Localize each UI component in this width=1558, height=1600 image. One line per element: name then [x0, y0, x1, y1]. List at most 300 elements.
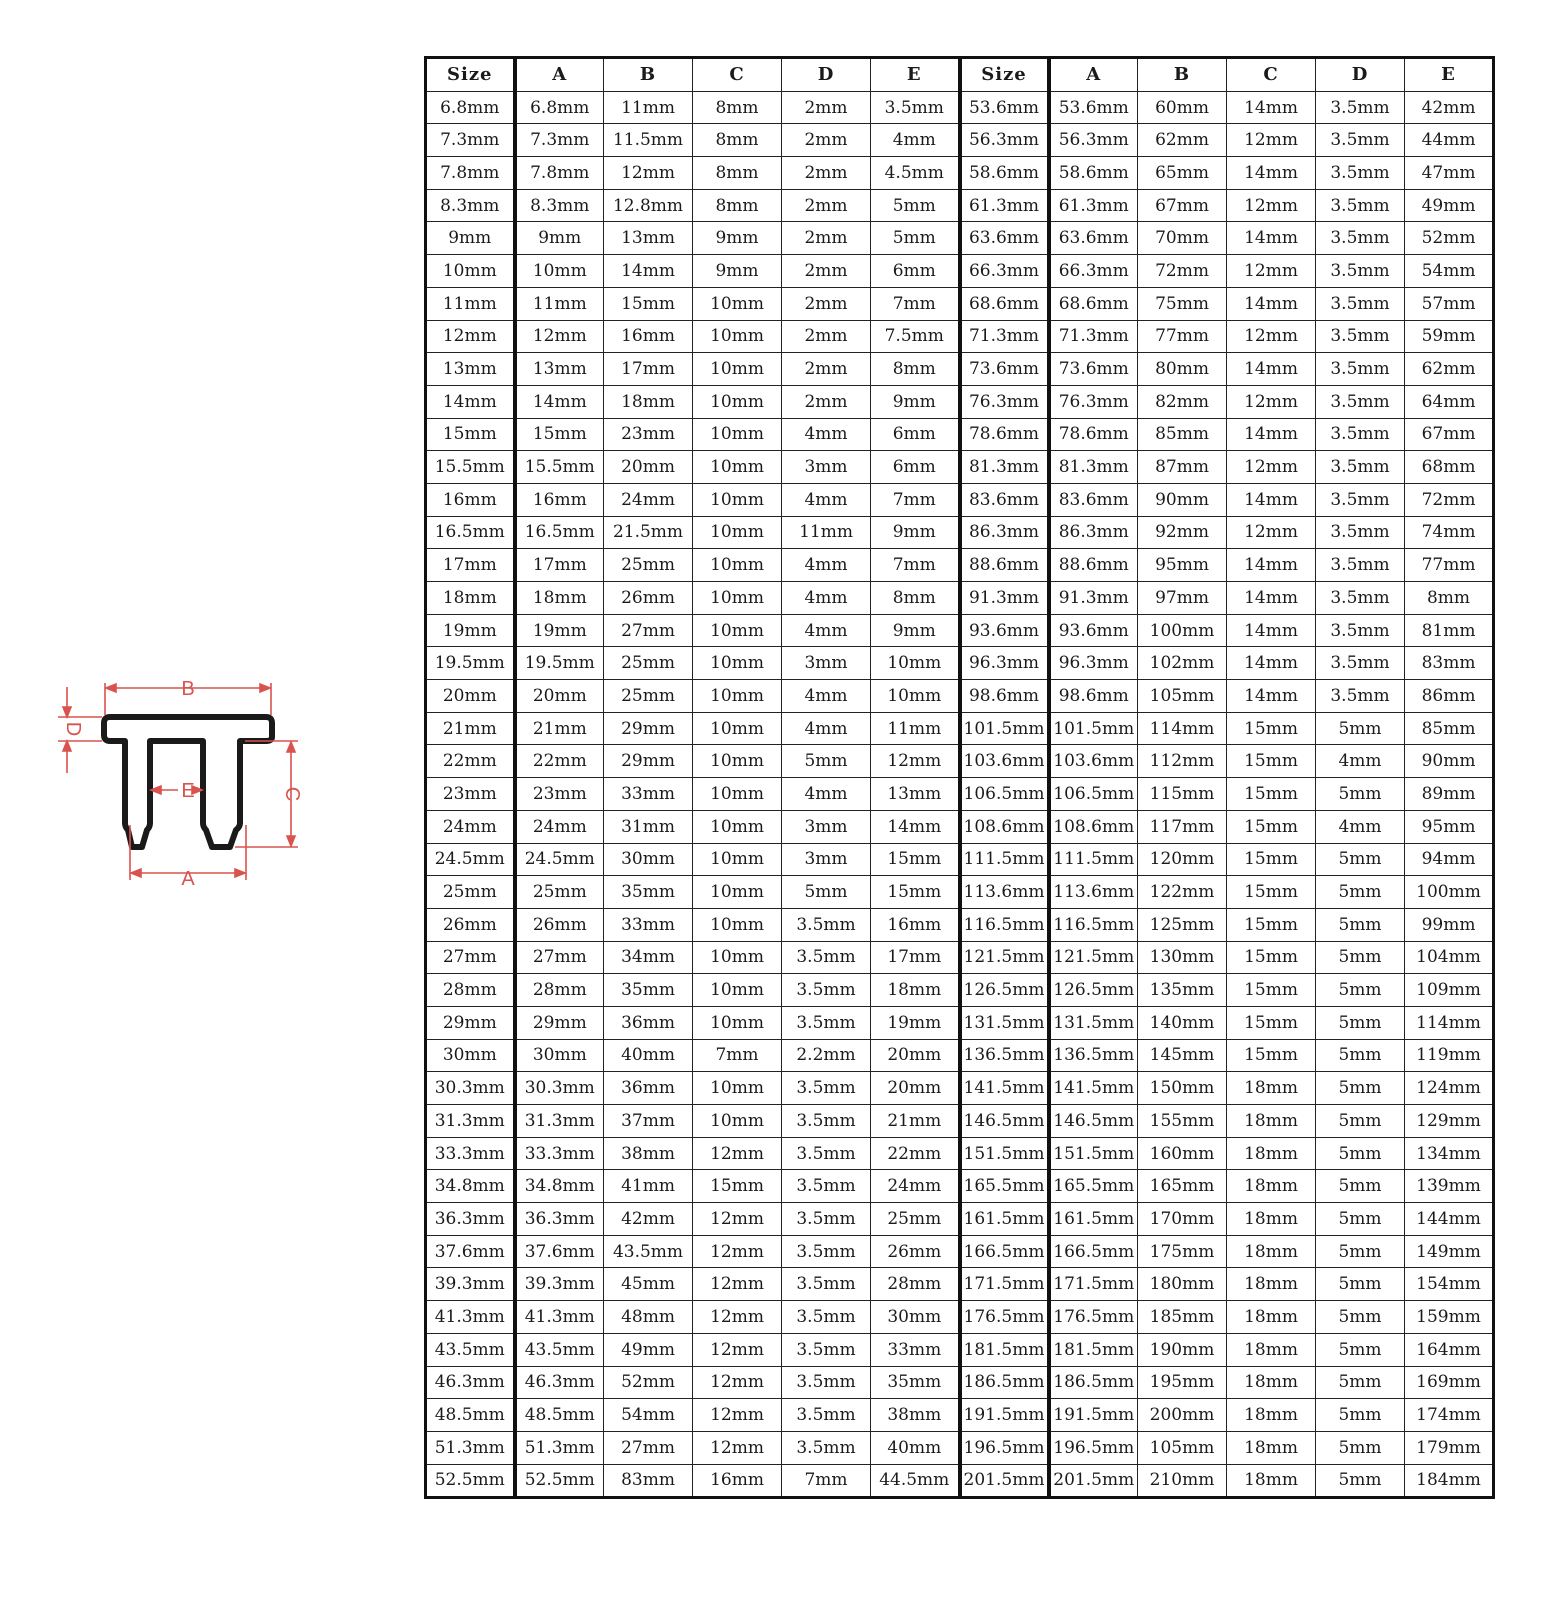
cell-a-left: 21mm: [515, 712, 604, 745]
table-row: [426, 418, 1494, 451]
cell-size-left: 16mm: [426, 483, 515, 516]
cell-d-right: 5mm: [1316, 1039, 1405, 1072]
cell-b-right: 97mm: [1138, 582, 1227, 615]
cell-d-right: 5mm: [1316, 1431, 1405, 1464]
cell-c-right: 12mm: [1227, 124, 1316, 157]
cell-c-right: 15mm: [1227, 941, 1316, 974]
cell-e-left: 13mm: [871, 778, 960, 811]
cell-a-right: 58.6mm: [1049, 157, 1138, 190]
cell-a-left: 26mm: [515, 908, 604, 941]
cell-size-right: 93.6mm: [960, 614, 1049, 647]
cell-e-right: 90mm: [1405, 745, 1494, 778]
cell-a-left: 43.5mm: [515, 1333, 604, 1366]
cell-size-right: 176.5mm: [960, 1301, 1049, 1334]
cell-b-left: 35mm: [604, 974, 693, 1007]
cell-b-left: 11mm: [604, 91, 693, 124]
cell-c-left: 12mm: [693, 1431, 782, 1464]
cell-size-right: 81.3mm: [960, 451, 1049, 484]
cell-b-right: 190mm: [1138, 1333, 1227, 1366]
cell-d-left: 3mm: [782, 843, 871, 876]
cell-c-left: 10mm: [693, 483, 782, 516]
cell-e-left: 7mm: [871, 549, 960, 582]
table-row: [426, 1170, 1494, 1203]
cell-e-right: 139mm: [1405, 1170, 1494, 1203]
cell-size-right: 76.3mm: [960, 385, 1049, 418]
table-row: [426, 353, 1494, 386]
cell-b-right: 200mm: [1138, 1399, 1227, 1432]
cell-a-left: 37.6mm: [515, 1235, 604, 1268]
cell-b-left: 25mm: [604, 680, 693, 713]
cell-size-right: 111.5mm: [960, 843, 1049, 876]
cell-e-left: 14mm: [871, 810, 960, 843]
cell-c-left: 12mm: [693, 1203, 782, 1236]
header-d-left: D: [782, 58, 871, 92]
cell-a-left: 12mm: [515, 320, 604, 353]
cell-size-left: 46.3mm: [426, 1366, 515, 1399]
cell-d-right: 4mm: [1316, 745, 1405, 778]
table-row: [426, 320, 1494, 353]
cell-b-right: 195mm: [1138, 1366, 1227, 1399]
cell-b-right: 145mm: [1138, 1039, 1227, 1072]
cell-c-left: 10mm: [693, 353, 782, 386]
table-row: [426, 712, 1494, 745]
table-row: [426, 287, 1494, 320]
cell-b-right: 82mm: [1138, 385, 1227, 418]
cell-a-left: 11mm: [515, 287, 604, 320]
cell-b-right: 114mm: [1138, 712, 1227, 745]
cell-b-right: 175mm: [1138, 1235, 1227, 1268]
cell-b-right: 102mm: [1138, 647, 1227, 680]
cell-b-left: 27mm: [604, 614, 693, 647]
cell-c-left: 10mm: [693, 647, 782, 680]
cell-b-right: 65mm: [1138, 157, 1227, 190]
cell-e-right: 59mm: [1405, 320, 1494, 353]
cell-a-left: 6.8mm: [515, 91, 604, 124]
cell-a-right: 98.6mm: [1049, 680, 1138, 713]
cell-a-right: 186.5mm: [1049, 1366, 1138, 1399]
cell-c-right: 18mm: [1227, 1203, 1316, 1236]
cell-c-left: 10mm: [693, 876, 782, 909]
cell-b-left: 43.5mm: [604, 1235, 693, 1268]
cell-c-right: 18mm: [1227, 1235, 1316, 1268]
cell-a-right: 53.6mm: [1049, 91, 1138, 124]
cell-d-right: 3.5mm: [1316, 451, 1405, 484]
cell-a-left: 34.8mm: [515, 1170, 604, 1203]
cell-b-right: 135mm: [1138, 974, 1227, 1007]
cell-a-left: 39.3mm: [515, 1268, 604, 1301]
cell-d-right: 5mm: [1316, 1268, 1405, 1301]
cell-d-right: 5mm: [1316, 1399, 1405, 1432]
cell-a-left: 28mm: [515, 974, 604, 1007]
cell-e-right: 83mm: [1405, 647, 1494, 680]
cell-e-right: 64mm: [1405, 385, 1494, 418]
cell-c-right: 14mm: [1227, 483, 1316, 516]
cell-c-right: 18mm: [1227, 1366, 1316, 1399]
cell-c-right: 12mm: [1227, 451, 1316, 484]
cell-size-left: 25mm: [426, 876, 515, 909]
cell-c-left: 10mm: [693, 680, 782, 713]
cell-b-right: 77mm: [1138, 320, 1227, 353]
cell-size-left: 8.3mm: [426, 189, 515, 222]
cell-e-left: 10mm: [871, 647, 960, 680]
cell-c-left: 10mm: [693, 1072, 782, 1105]
cell-e-right: 154mm: [1405, 1268, 1494, 1301]
cell-a-left: 22mm: [515, 745, 604, 778]
table-row: [426, 451, 1494, 484]
cell-d-left: 4mm: [782, 680, 871, 713]
cell-size-right: 161.5mm: [960, 1203, 1049, 1236]
t-plug-dimension-diagram: [50, 675, 310, 915]
cell-e-left: 7mm: [871, 287, 960, 320]
cell-a-left: 24.5mm: [515, 843, 604, 876]
cell-e-right: 52mm: [1405, 222, 1494, 255]
header-e-left: E: [871, 58, 960, 92]
cell-a-right: 116.5mm: [1049, 908, 1138, 941]
cell-e-right: 100mm: [1405, 876, 1494, 909]
cell-b-left: 14mm: [604, 255, 693, 288]
cell-size-left: 43.5mm: [426, 1333, 515, 1366]
cell-b-right: 87mm: [1138, 451, 1227, 484]
cell-a-left: 25mm: [515, 876, 604, 909]
cell-size-left: 21mm: [426, 712, 515, 745]
cell-a-right: 201.5mm: [1049, 1464, 1138, 1498]
cell-b-right: 150mm: [1138, 1072, 1227, 1105]
cell-e-right: 72mm: [1405, 483, 1494, 516]
cell-c-left: 10mm: [693, 974, 782, 1007]
cell-b-right: 155mm: [1138, 1105, 1227, 1138]
cell-b-left: 18mm: [604, 385, 693, 418]
cell-d-left: 2mm: [782, 353, 871, 386]
cell-c-left: 10mm: [693, 582, 782, 615]
cell-c-left: 9mm: [693, 255, 782, 288]
cell-b-left: 41mm: [604, 1170, 693, 1203]
cell-e-left: 16mm: [871, 908, 960, 941]
cell-b-right: 95mm: [1138, 549, 1227, 582]
cell-size-right: 121.5mm: [960, 941, 1049, 974]
cell-e-left: 22mm: [871, 1137, 960, 1170]
table-row: [426, 255, 1494, 288]
cell-a-left: 36.3mm: [515, 1203, 604, 1236]
table-row: [426, 222, 1494, 255]
cell-e-left: 17mm: [871, 941, 960, 974]
cell-b-left: 21.5mm: [604, 516, 693, 549]
cell-a-left: 19mm: [515, 614, 604, 647]
cell-size-right: 201.5mm: [960, 1464, 1049, 1498]
cell-size-left: 11mm: [426, 287, 515, 320]
cell-c-left: 10mm: [693, 843, 782, 876]
cell-size-right: 68.6mm: [960, 287, 1049, 320]
cell-b-right: 165mm: [1138, 1170, 1227, 1203]
cell-d-left: 3.5mm: [782, 1301, 871, 1334]
cell-b-right: 210mm: [1138, 1464, 1227, 1498]
cell-b-left: 26mm: [604, 582, 693, 615]
cell-size-left: 27mm: [426, 941, 515, 974]
cell-d-right: 5mm: [1316, 1366, 1405, 1399]
cell-e-left: 5mm: [871, 222, 960, 255]
cell-c-left: 10mm: [693, 614, 782, 647]
cell-d-left: 5mm: [782, 876, 871, 909]
cell-d-right: 3.5mm: [1316, 614, 1405, 647]
cell-a-right: 91.3mm: [1049, 582, 1138, 615]
cell-b-left: 29mm: [604, 712, 693, 745]
header-size-right: Size: [960, 58, 1049, 92]
cell-d-right: 3.5mm: [1316, 157, 1405, 190]
cell-c-right: 12mm: [1227, 320, 1316, 353]
cell-b-right: 70mm: [1138, 222, 1227, 255]
cell-a-left: 29mm: [515, 1006, 604, 1039]
cell-size-right: 151.5mm: [960, 1137, 1049, 1170]
cell-e-left: 20mm: [871, 1072, 960, 1105]
cell-b-left: 20mm: [604, 451, 693, 484]
cell-e-left: 6mm: [871, 255, 960, 288]
cell-a-right: 121.5mm: [1049, 941, 1138, 974]
cell-c-left: 10mm: [693, 418, 782, 451]
cell-d-left: 3mm: [782, 810, 871, 843]
cell-e-right: 174mm: [1405, 1399, 1494, 1432]
cell-d-left: 4mm: [782, 418, 871, 451]
cell-c-left: 10mm: [693, 549, 782, 582]
cell-e-right: 149mm: [1405, 1235, 1494, 1268]
cell-b-right: 105mm: [1138, 1431, 1227, 1464]
size-spec-table: [424, 56, 1495, 1499]
cell-c-left: 8mm: [693, 189, 782, 222]
cell-b-right: 120mm: [1138, 843, 1227, 876]
cell-size-left: 31.3mm: [426, 1105, 515, 1138]
cell-b-left: 27mm: [604, 1431, 693, 1464]
header-b-left: B: [604, 58, 693, 92]
cell-b-right: 62mm: [1138, 124, 1227, 157]
cell-d-left: 2mm: [782, 287, 871, 320]
cell-d-right: 5mm: [1316, 908, 1405, 941]
cell-d-left: 3.5mm: [782, 1431, 871, 1464]
table-row: [426, 843, 1494, 876]
cell-e-left: 40mm: [871, 1431, 960, 1464]
table-row: [426, 91, 1494, 124]
table-row: [426, 1105, 1494, 1138]
cell-e-right: 99mm: [1405, 908, 1494, 941]
cell-c-left: 8mm: [693, 124, 782, 157]
cell-a-left: 46.3mm: [515, 1366, 604, 1399]
cell-e-right: 124mm: [1405, 1072, 1494, 1105]
cell-b-left: 38mm: [604, 1137, 693, 1170]
cell-d-right: 3.5mm: [1316, 516, 1405, 549]
cell-c-left: 10mm: [693, 287, 782, 320]
cell-d-left: 4mm: [782, 614, 871, 647]
cell-d-left: 3.5mm: [782, 1203, 871, 1236]
cell-e-left: 8mm: [871, 582, 960, 615]
cell-d-left: 3.5mm: [782, 1366, 871, 1399]
cell-a-right: 88.6mm: [1049, 549, 1138, 582]
cell-d-left: 11mm: [782, 516, 871, 549]
cell-a-right: 176.5mm: [1049, 1301, 1138, 1334]
cell-c-left: 10mm: [693, 908, 782, 941]
cell-d-right: 3.5mm: [1316, 680, 1405, 713]
cell-c-right: 12mm: [1227, 385, 1316, 418]
cell-d-right: 5mm: [1316, 1301, 1405, 1334]
cell-a-left: 16.5mm: [515, 516, 604, 549]
cell-d-right: 5mm: [1316, 1170, 1405, 1203]
cell-a-right: 196.5mm: [1049, 1431, 1138, 1464]
cell-d-left: 2mm: [782, 91, 871, 124]
cell-c-right: 18mm: [1227, 1137, 1316, 1170]
cell-c-left: 12mm: [693, 1137, 782, 1170]
cell-c-right: 15mm: [1227, 876, 1316, 909]
cell-e-right: 119mm: [1405, 1039, 1494, 1072]
cell-b-left: 11.5mm: [604, 124, 693, 157]
cell-c-right: 14mm: [1227, 157, 1316, 190]
cell-c-left: 12mm: [693, 1235, 782, 1268]
cell-d-left: 2mm: [782, 222, 871, 255]
cell-e-right: 114mm: [1405, 1006, 1494, 1039]
header-c-right: C: [1227, 58, 1316, 92]
cell-a-right: 73.6mm: [1049, 353, 1138, 386]
cell-c-right: 15mm: [1227, 778, 1316, 811]
cell-d-left: 3.5mm: [782, 1006, 871, 1039]
cell-d-right: 3.5mm: [1316, 549, 1405, 582]
cell-c-right: 15mm: [1227, 1039, 1316, 1072]
cell-b-right: 80mm: [1138, 353, 1227, 386]
cell-e-right: 94mm: [1405, 843, 1494, 876]
cell-d-left: 3.5mm: [782, 974, 871, 1007]
cell-a-left: 30mm: [515, 1039, 604, 1072]
cell-size-right: 73.6mm: [960, 353, 1049, 386]
cell-c-left: 12mm: [693, 1399, 782, 1432]
cell-a-right: 171.5mm: [1049, 1268, 1138, 1301]
cell-c-right: 12mm: [1227, 516, 1316, 549]
table-row: [426, 1431, 1494, 1464]
cell-b-left: 25mm: [604, 549, 693, 582]
header-d-right: D: [1316, 58, 1405, 92]
cell-e-left: 11mm: [871, 712, 960, 745]
cell-c-right: 18mm: [1227, 1431, 1316, 1464]
cell-d-right: 3.5mm: [1316, 418, 1405, 451]
cell-b-left: 45mm: [604, 1268, 693, 1301]
cell-c-right: 18mm: [1227, 1333, 1316, 1366]
table-row: [426, 1203, 1494, 1236]
cell-e-left: 8mm: [871, 353, 960, 386]
cell-size-left: 13mm: [426, 353, 515, 386]
cell-size-left: 26mm: [426, 908, 515, 941]
cell-e-left: 3.5mm: [871, 91, 960, 124]
cell-a-right: 101.5mm: [1049, 712, 1138, 745]
cell-c-left: 15mm: [693, 1170, 782, 1203]
dimension-label-c: C: [281, 786, 303, 802]
table-row: [426, 941, 1494, 974]
cell-c-left: 12mm: [693, 1366, 782, 1399]
cell-size-right: 86.3mm: [960, 516, 1049, 549]
table-row: [426, 189, 1494, 222]
cell-a-left: 14mm: [515, 385, 604, 418]
cell-e-right: 54mm: [1405, 255, 1494, 288]
dimension-label-b: B: [181, 678, 195, 700]
cell-a-left: 51.3mm: [515, 1431, 604, 1464]
cell-size-right: 186.5mm: [960, 1366, 1049, 1399]
cell-b-right: 112mm: [1138, 745, 1227, 778]
cell-c-left: 10mm: [693, 320, 782, 353]
cell-c-left: 10mm: [693, 1105, 782, 1138]
cell-size-right: 113.6mm: [960, 876, 1049, 909]
cell-e-right: 62mm: [1405, 353, 1494, 386]
cell-b-left: 49mm: [604, 1333, 693, 1366]
cell-d-right: 5mm: [1316, 1006, 1405, 1039]
cell-size-right: 98.6mm: [960, 680, 1049, 713]
cell-e-left: 21mm: [871, 1105, 960, 1138]
cell-a-left: 9mm: [515, 222, 604, 255]
cell-a-right: 141.5mm: [1049, 1072, 1138, 1105]
cell-a-right: 76.3mm: [1049, 385, 1138, 418]
cell-d-left: 4mm: [782, 483, 871, 516]
table-row: [426, 516, 1494, 549]
header-a-right: A: [1049, 58, 1138, 92]
table-row: [426, 1399, 1494, 1432]
cell-d-right: 3.5mm: [1316, 91, 1405, 124]
cell-c-right: 18mm: [1227, 1268, 1316, 1301]
cell-e-left: 9mm: [871, 614, 960, 647]
header-c-left: C: [693, 58, 782, 92]
cell-a-right: 131.5mm: [1049, 1006, 1138, 1039]
cell-c-right: 15mm: [1227, 745, 1316, 778]
cell-b-left: 42mm: [604, 1203, 693, 1236]
cell-a-right: 191.5mm: [1049, 1399, 1138, 1432]
cell-e-right: 49mm: [1405, 189, 1494, 222]
cell-b-left: 29mm: [604, 745, 693, 778]
cell-e-left: 24mm: [871, 1170, 960, 1203]
cell-d-left: 2mm: [782, 385, 871, 418]
cell-a-right: 113.6mm: [1049, 876, 1138, 909]
cell-c-left: 10mm: [693, 745, 782, 778]
cell-c-left: 10mm: [693, 1006, 782, 1039]
table-body: [426, 91, 1494, 1498]
cell-a-right: 81.3mm: [1049, 451, 1138, 484]
table-row: [426, 124, 1494, 157]
table-row: [426, 1006, 1494, 1039]
cell-c-right: 14mm: [1227, 647, 1316, 680]
cell-d-left: 7mm: [782, 1464, 871, 1498]
cell-d-left: 3.5mm: [782, 1170, 871, 1203]
cell-size-right: 108.6mm: [960, 810, 1049, 843]
header-a-left: A: [515, 58, 604, 92]
cell-size-right: 91.3mm: [960, 582, 1049, 615]
cell-c-right: 14mm: [1227, 353, 1316, 386]
cell-b-left: 15mm: [604, 287, 693, 320]
cell-a-right: 136.5mm: [1049, 1039, 1138, 1072]
header-b-right: B: [1138, 58, 1227, 92]
dimension-label-a: A: [181, 868, 195, 890]
cell-size-right: 103.6mm: [960, 745, 1049, 778]
cell-d-right: 3.5mm: [1316, 483, 1405, 516]
cell-d-right: 3.5mm: [1316, 582, 1405, 615]
cell-c-left: 12mm: [693, 1333, 782, 1366]
cell-c-left: 16mm: [693, 1464, 782, 1498]
cell-size-left: 14mm: [426, 385, 515, 418]
cell-c-left: 10mm: [693, 810, 782, 843]
cell-size-right: 126.5mm: [960, 974, 1049, 1007]
cell-size-right: 88.6mm: [960, 549, 1049, 582]
cell-b-right: 100mm: [1138, 614, 1227, 647]
cell-size-right: 78.6mm: [960, 418, 1049, 451]
cell-size-left: 51.3mm: [426, 1431, 515, 1464]
cell-a-left: 23mm: [515, 778, 604, 811]
cell-e-right: 134mm: [1405, 1137, 1494, 1170]
cell-d-left: 3mm: [782, 647, 871, 680]
cell-e-right: 95mm: [1405, 810, 1494, 843]
cell-size-left: 52.5mm: [426, 1464, 515, 1498]
cell-b-right: 72mm: [1138, 255, 1227, 288]
cell-size-left: 18mm: [426, 582, 515, 615]
cell-b-right: 115mm: [1138, 778, 1227, 811]
cell-e-left: 30mm: [871, 1301, 960, 1334]
cell-size-left: 20mm: [426, 680, 515, 713]
